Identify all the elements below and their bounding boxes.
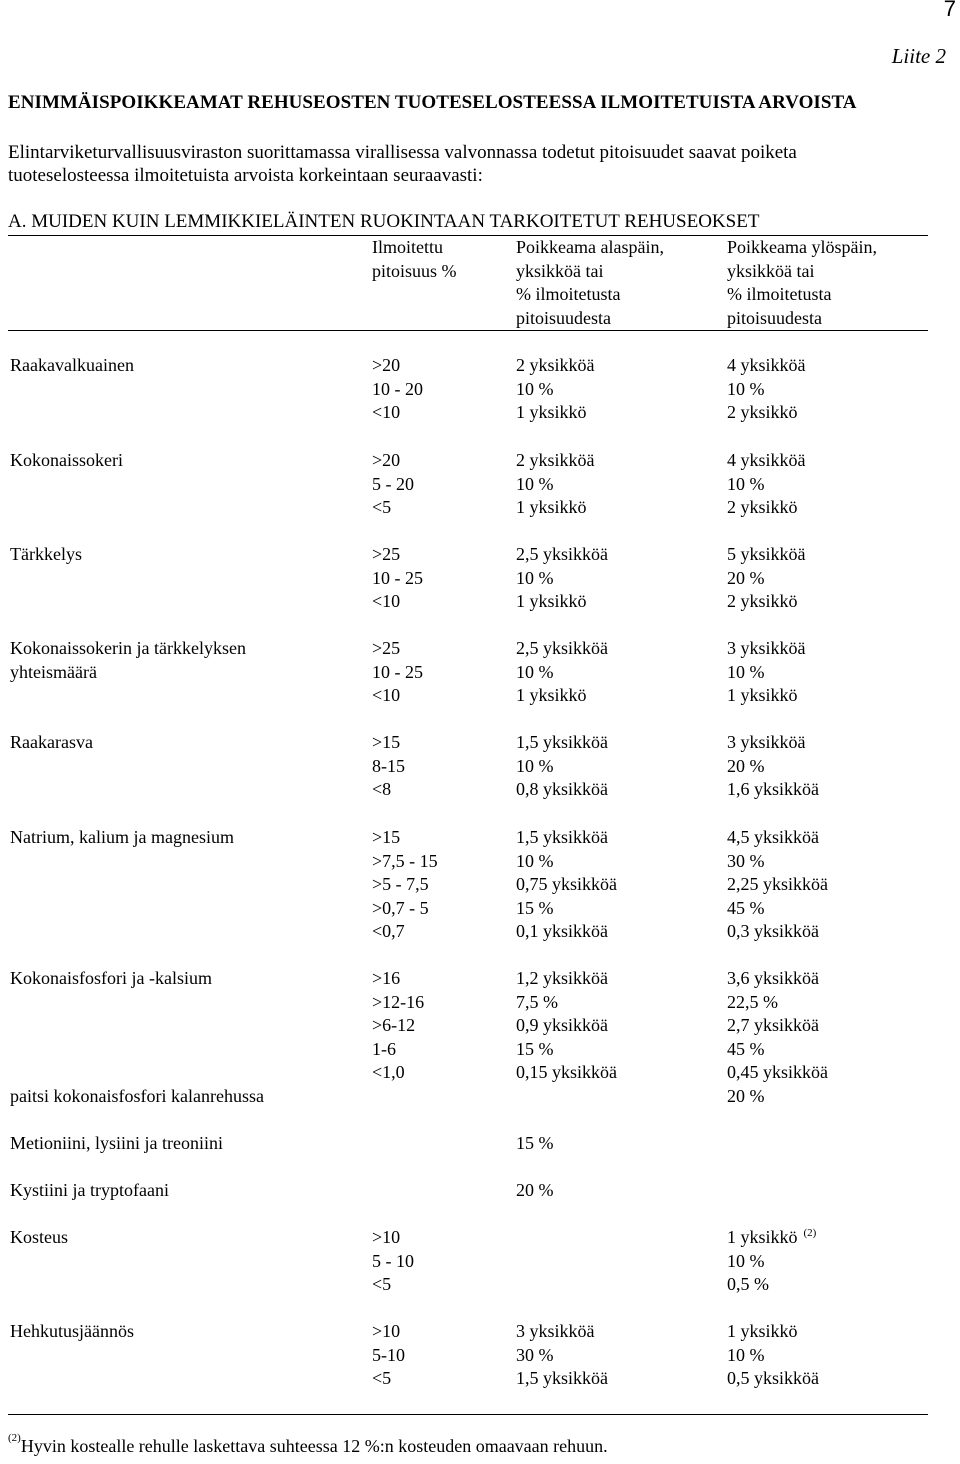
value-line: >20 xyxy=(372,355,401,375)
value-line: 1 yksikkö xyxy=(516,497,587,517)
cell-down xyxy=(516,967,617,1085)
value-line: 3 yksikköä xyxy=(727,638,806,658)
substance-label: Raakavalkuainen xyxy=(10,355,134,375)
header-bottom-rule xyxy=(8,330,928,331)
value-line: >0,7 - 5 xyxy=(372,897,429,918)
cell-declared xyxy=(372,826,438,944)
footnote-text: Hyvin kostealle rehulle laskettava suhteessa 12 %:n kosteuden omaavaan rehuun. xyxy=(20,1436,608,1456)
substance-label: Kystiini ja tryptofaani xyxy=(10,1180,169,1200)
value-line: 1 yksikkö xyxy=(516,685,587,705)
value-line: 1 yksikkö xyxy=(727,1321,798,1341)
value-line: 0,3 yksikköä xyxy=(727,921,819,941)
value-line: 10 % xyxy=(727,661,765,682)
value-line: 10 - 25 xyxy=(372,661,423,682)
value-line: >15 xyxy=(372,732,401,752)
page-title: ENIMMÄISPOIKKEAMAT REHUSEOSTEN TUOTESELOSTEESSA ILMOITETUISTA ARVOISTA xyxy=(8,92,857,113)
value-line: 10 % xyxy=(727,378,765,399)
value-line: 2,25 yksikköä xyxy=(727,874,828,894)
header-up-line: pitoisuudesta xyxy=(727,307,822,328)
cell-up xyxy=(727,543,806,614)
cell-down xyxy=(516,826,617,944)
value-line: 1,5 yksikköä xyxy=(516,827,608,847)
substance-label: Kokonaissokerin ja tärkkelyksen xyxy=(10,638,246,658)
header-up-line: % ilmoitetusta xyxy=(727,284,832,304)
value-line: >5 - 7,5 xyxy=(372,874,429,894)
value-line: 15 % xyxy=(516,897,554,918)
value-line: 10 - 20 xyxy=(372,378,423,399)
header-up-line: Poikkeama ylöspäin, xyxy=(727,237,877,257)
value-line: <5 xyxy=(372,497,392,517)
cell-down xyxy=(516,354,595,425)
value-line: 3,6 yksikköä xyxy=(727,968,819,988)
value-line: <10 xyxy=(372,591,401,611)
substance-label xyxy=(10,1038,264,1062)
value-line: <8 xyxy=(372,779,392,799)
value-line: 2 yksikkö xyxy=(727,497,798,517)
value-line: >25 xyxy=(372,544,401,564)
value-line: 0,9 yksikköä xyxy=(516,1015,608,1035)
cell-name xyxy=(10,449,123,473)
value-line: 0,15 yksikköä xyxy=(516,1062,617,1082)
substance-label: Raakarasva xyxy=(10,732,93,752)
cell-declared xyxy=(372,637,423,708)
value-line: 0,5 % xyxy=(727,1274,769,1294)
value-line: 10 - 25 xyxy=(372,567,423,588)
value-line: 20 % xyxy=(727,567,765,588)
header-deviation-up xyxy=(727,236,877,330)
cell-down xyxy=(516,637,608,708)
value-line: 1 yksikkö xyxy=(516,402,587,422)
value-line: 0,8 yksikköä xyxy=(516,779,608,799)
value-line: 5 - 10 xyxy=(372,1250,414,1271)
table-bottom-rule xyxy=(8,1414,928,1415)
value-line: >15 xyxy=(372,827,401,847)
cell-declared xyxy=(372,967,424,1085)
header-declared-line: Ilmoitettu xyxy=(372,237,443,257)
header-declared xyxy=(372,236,457,283)
value-line: >16 xyxy=(372,968,401,988)
header-down-line: pitoisuudesta xyxy=(516,307,611,328)
value-line: <1,0 xyxy=(372,1062,405,1082)
header-down-line: yksikköä tai xyxy=(516,260,604,281)
value-line: 10 % xyxy=(516,567,554,588)
cell-declared xyxy=(372,449,414,520)
cell-declared xyxy=(372,354,423,425)
value-line: 20 % xyxy=(727,1085,765,1106)
value-line: 4,5 yksikköä xyxy=(727,827,819,847)
value-line: <10 xyxy=(372,402,401,422)
cell-declared xyxy=(372,731,405,802)
value-line: 10 % xyxy=(727,473,765,494)
cell-up xyxy=(727,637,806,708)
value-line: >6-12 xyxy=(372,1015,416,1035)
cell-name xyxy=(10,1320,134,1344)
cell-up xyxy=(727,449,806,520)
cell-name xyxy=(10,1226,68,1250)
value-line: <10 xyxy=(372,685,401,705)
substance-label xyxy=(10,991,264,1015)
value-line: 20 % xyxy=(727,755,765,776)
value-line: 15 % xyxy=(516,1038,554,1059)
value-line: >10 xyxy=(372,1227,401,1247)
value-line: <0,7 xyxy=(372,921,405,941)
footnote-mark: (2) xyxy=(8,1432,21,1444)
cell-down xyxy=(516,543,608,614)
cell-name xyxy=(10,543,82,567)
value-line: 30 % xyxy=(516,1344,554,1365)
value-line: 1,6 yksikköä xyxy=(727,779,819,799)
value-line: 1-6 xyxy=(372,1038,396,1059)
footnote xyxy=(8,1432,608,1457)
value-line: 0,45 yksikköä xyxy=(727,1062,828,1082)
substance-label: Hehkutusjäännös xyxy=(10,1321,134,1341)
value-line: 4 yksikköä xyxy=(727,450,806,470)
value-line: 1 yksikkö xyxy=(516,591,587,611)
cell-declared xyxy=(372,543,423,614)
cell-up xyxy=(727,354,806,425)
substance-label: Metioniini, lysiini ja treoniini xyxy=(10,1133,223,1153)
value-line: 2 yksikkö xyxy=(727,591,798,611)
substance-label: Kokonaisfosfori ja -kalsium xyxy=(10,968,212,988)
substance-label: paitsi kokonaisfosfori kalanrehussa xyxy=(10,1085,264,1106)
substance-label: Kokonaissokeri xyxy=(10,450,123,470)
value-line: 1,2 yksikköä xyxy=(516,968,608,988)
value-line: 5-10 xyxy=(372,1344,405,1365)
value-line: 10 % xyxy=(516,755,554,776)
cell-name xyxy=(10,1132,223,1156)
substance-label: Tärkkelys xyxy=(10,544,82,564)
value-line: 10 % xyxy=(516,661,554,682)
header-up-line: yksikköä tai xyxy=(727,260,815,281)
page-number: 7 xyxy=(943,0,956,21)
header-declared-line: pitoisuus % xyxy=(372,260,457,281)
value-line: >12-16 xyxy=(372,991,425,1012)
substance-label: yhteismäärä xyxy=(10,661,97,682)
value-line: 2,5 yksikköä xyxy=(516,544,608,564)
value-line: >10 xyxy=(372,1321,401,1341)
cell-up xyxy=(727,731,819,802)
value-line: >25 xyxy=(372,638,401,658)
cell-declared xyxy=(372,1226,414,1297)
cell-name xyxy=(10,637,246,684)
value-line: 10 % xyxy=(516,473,554,494)
value-line: 0,75 yksikköä xyxy=(516,874,617,894)
value-line: 8-15 xyxy=(372,755,405,776)
cell-down xyxy=(516,1320,608,1391)
value-line xyxy=(727,1226,816,1250)
value-line: 10 % xyxy=(516,850,554,871)
value-line: 1,5 yksikköä xyxy=(516,732,608,752)
cell-up xyxy=(727,1320,819,1391)
value-line: 3 yksikköä xyxy=(516,1321,595,1341)
intro-line-2: tuoteselosteessa ilmoitetuista arvoista korkeintaan seuraavasti: xyxy=(8,165,483,186)
value-line: 1 yksikkö xyxy=(727,685,798,705)
value-line: 0,1 yksikköä xyxy=(516,921,608,941)
cell-up xyxy=(727,826,828,944)
value-line: 5 yksikköä xyxy=(727,544,806,564)
value-line: 1,5 yksikköä xyxy=(516,1368,608,1388)
value-line: >20 xyxy=(372,450,401,470)
cell-down xyxy=(516,1132,554,1156)
value-line: 10 % xyxy=(727,1250,765,1271)
cell-up xyxy=(727,967,828,1108)
value-line: 45 % xyxy=(727,1038,765,1059)
section-title: A. MUIDEN KUIN LEMMIKKIELÄINTEN RUOKINTAAN TARKOITETUT REHUSEOKSET xyxy=(8,211,760,232)
cell-name xyxy=(10,1179,169,1203)
cell-declared xyxy=(372,1320,405,1391)
cell-name xyxy=(10,354,134,378)
substance-label xyxy=(10,1061,264,1085)
attachment-label: Liite 2 xyxy=(891,44,946,68)
cell-down xyxy=(516,449,595,520)
value-line: 0,5 yksikköä xyxy=(727,1368,819,1388)
value-text: 1 yksikkö xyxy=(727,1227,798,1247)
footnote-ref: (2) xyxy=(803,1227,817,1239)
value-line: <5 xyxy=(372,1274,392,1294)
cell-name xyxy=(10,826,234,850)
header-down-line: % ilmoitetusta xyxy=(516,284,621,304)
cell-name xyxy=(10,967,264,1108)
value-line: 10 % xyxy=(516,378,554,399)
cell-up xyxy=(727,1226,816,1297)
cell-down xyxy=(516,1179,554,1203)
header-deviation-down xyxy=(516,236,664,330)
intro-line-1: Elintarviketurvallisuusviraston suorittamassa virallisessa valvonnassa todetut pitoisuudet saavat poiketa xyxy=(8,142,797,163)
value-line: 30 % xyxy=(727,850,765,871)
value-line: 5 - 20 xyxy=(372,473,414,494)
value-line: 22,5 % xyxy=(727,991,778,1012)
value-line: 3 yksikköä xyxy=(727,732,806,752)
value-line: >7,5 - 15 xyxy=(372,850,438,871)
value-line: 2 yksikköä xyxy=(516,355,595,375)
value-line: 2 yksikköä xyxy=(516,450,595,470)
value-line: 2,5 yksikköä xyxy=(516,638,608,658)
value-line: 4 yksikköä xyxy=(727,355,806,375)
value-line: 15 % xyxy=(516,1133,554,1153)
value-line: 7,5 % xyxy=(516,991,558,1012)
value-line: 20 % xyxy=(516,1180,554,1200)
substance-label: Natrium, kalium ja magnesium xyxy=(10,827,234,847)
value-line: <5 xyxy=(372,1368,392,1388)
value-line: 10 % xyxy=(727,1344,765,1365)
substance-label xyxy=(10,1014,264,1038)
cell-down xyxy=(516,731,608,802)
cell-name xyxy=(10,731,93,755)
value-line: 45 % xyxy=(727,897,765,918)
header-down-line: Poikkeama alaspäin, xyxy=(516,237,664,257)
substance-label: Kosteus xyxy=(10,1227,68,1247)
value-line: 2 yksikkö xyxy=(727,402,798,422)
value-line: 2,7 yksikköä xyxy=(727,1015,819,1035)
